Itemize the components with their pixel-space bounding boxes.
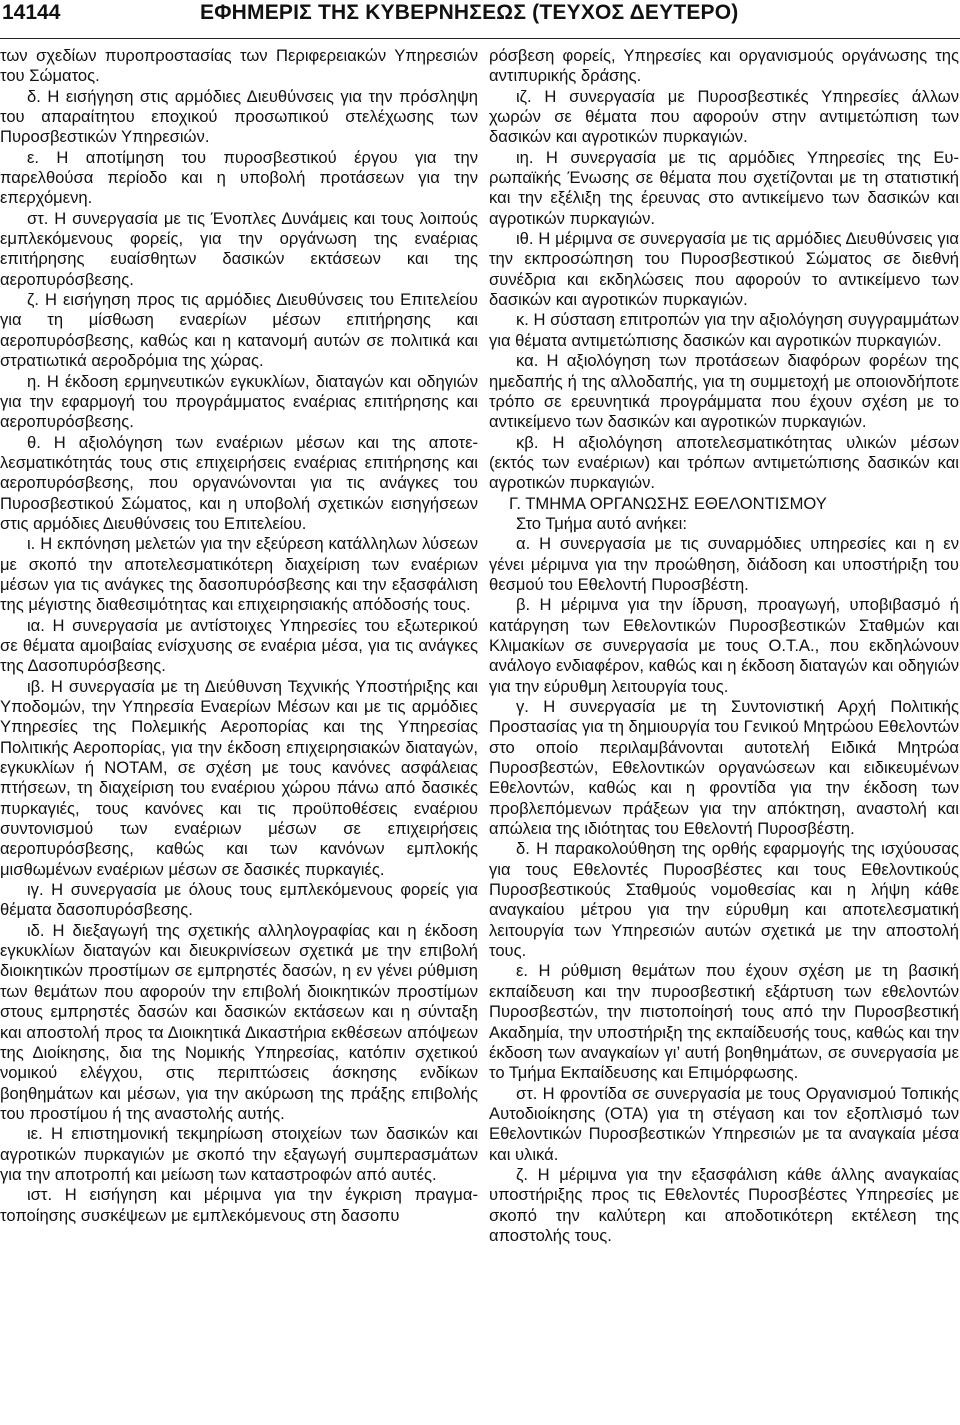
paragraph-zeta: ζ. Η εισήγηση προς τις αρμόδιες Διευθύνσεις του Επιτελείου για τη μίσθωση εναερίων μέσων επιτήρησης και αεροπυρόσβεσης, καθώς και η κατανομή αυτών σε πολιτικά και στρατιωτικά αεροδρόμια της χώρας. (0, 290, 478, 371)
paragraph-eta: η. Η έκδοση ερμηνευτικών εγκυκλίων, διαταγών και οδηγιών για την εφαρμογή του προγράμματος εναέριας επιτήρησης και αεροπυρόσβεσης. (0, 371, 478, 432)
header-divider (0, 38, 960, 39)
page-number: 14144 (2, 1, 61, 24)
paragraph-delta: δ. Η εισήγηση στις αρμόδιες Διευθύνσεις για την πρόσληψη του απαραίτητου εποχικού προσωπικού στελέχωσης των Πυροσβεστικών Υπηρεσιών. (0, 86, 478, 147)
paragraph-st2: στ. Η φροντίδα σε συνεργασία με τους Οργανισμού Τοπικής Αυτοδιοίκησης (ΟΤΑ) για τη στέγαση και τον εξοπλισμό των Εθελοντικών Πυροσβεστικών Υπηρεσιών με τα αναγκαία μέσα και υλικά. (489, 1083, 959, 1164)
paragraph-ih: ιη. Η συνεργασία με τις αρμόδιες Υπηρεσίες της Ευρωπαϊκής Ένωσης σε θέματα που σχετίζονται με τη στατιστική και την εξέλιξη της έρευνας στο αντικείμενο των δασικών και αγροτικών πυρκαγιών. (489, 147, 959, 228)
paragraph-b: β. Η μέριμνα για την ίδρυση, προαγωγή, υποβιβασμό ή κατάργηση των Εθελοντικών Πυροσβεστικών Σταθμών και Κλιμακίων σε συνεργασία με τους Ο.Τ.Α., που εκδηλώνουν ανάλογο ενδιαφέρον, καθώς και η έκδοση διαταγών και οδηγιών για την εύρυθμη λειτουργία τους. (489, 595, 959, 696)
paragraph-ie: ιε. Η επιστημονική τεκμηρίωση στοιχείων των δασικών και αγροτικών πυρκαγιών με σκοπό την εξαγωγή συμπερασμάτων για την αποτροπή και μείωση των καταστροφών από αυτές. (0, 1124, 478, 1184)
paragraph-continuation: ρόσβεση φορείς, Υπηρεσίες και οργανισμούς οργάνωσης της αντιπυρικής δράσης. (489, 46, 959, 86)
paragraph-kb: κβ. Η αξιολόγηση αποτελεσματικότητας υλικών μέσων (εκτός των εναέριων) και τρόπων αντιμετώπισης δασικών και αγροτικών πυρκαγιών. (489, 432, 959, 493)
paragraph-ia: ια. Η συνεργασία με αντίστοιχες Υπηρεσίες του εξωτερικού σε θέματα αμοιβαίας ενίσχυσης σε εναέρια μέσα, για τις ανάγκες της Δασοπυρόσβεσης. (0, 615, 478, 676)
paragraph-ist: ιστ. Η εισήγηση και μέριμνα για την έγκριση πραγματοποίησης συσκέψεων με εμπλεκόμενους στη δασοπυ (0, 1185, 478, 1225)
left-column (0, 46, 478, 1226)
paragraph-d: δ. Η παρακολούθηση της ορθής εφαρμογής της ισχύουσας για τους Εθελοντές Πυροσβέστες και τους Εθελοντικούς Πυροσβεστικούς Σταθμούς νομοθεσίας και η λήψη κάθε αναγκαίου μέτρου για την εύρυθμη και αποτελεσματική λειτουργία των Υπηρεσιών αυτών σχετικά με την αποστολή τους. (489, 839, 959, 961)
paragraph-ig: ιγ. Η συνεργασία με όλους τους εμπλεκόμενους φορείς για θέματα δασοπυρόσβεσης. (0, 880, 478, 920)
paragraph-epsilon: ε. Η αποτίμηση του πυροσβεστικού έργου για την παρελθούσα περίοδο και η υποβολή προτάσεων για την επερχόμενη. (0, 147, 478, 208)
section-heading: Γ. ΤΜΗΜΑ ΟΡΓΑΝΩΣΗΣ ΕΘΕΛΟΝΤΙΣΜΟΥ (509, 493, 827, 513)
gazette-title: ΕΦΗΜΕΡΙΣ ΤΗΣ ΚΥΒΕΡΝΗΣΕΩΣ (ΤΕΥΧΟΣ ΔΕΥΤΕΡΟ) (200, 1, 739, 24)
paragraph-ka: κα. Η αξιολόγηση των προτάσεων διαφόρων φορέων της ημεδαπής ή της αλλοδαπής, για τη συμμετοχή με οποιονδήποτε τρόπο σε ερευνητικά προγράμματα που έχουν σχέση με το αντικείμενο των δασικών και αγροτικών πυρκαγιών. (489, 351, 959, 432)
page-header (0, 0, 960, 38)
paragraph-e: ε. Η ρύθμιση θεμάτων που έχουν σχέση με τη βασική εκπαίδευση και την πυροσβεστική εξάρτυση των εθελοντών Πυροσβεστών, την πιστοποίησή τους από την Πυροσβεστική Ακαδημία, την υποστήριξη της εκπαίδευσής τους, καθώς και την έκδοση των αναγκαίων γι’ αυτή βοηθημάτων, σε συνεργασία με το Τμήμα Εκπαίδευσης και Επιμόρφωσης. (489, 961, 959, 1083)
paragraph-theta: θ. Η αξιολόγηση των εναέριων μέσων και της αποτελεσματικότητάς τους στις επιχειρήσεις εναέριας επιτήρησης και αεροπυρόσβεσης, που οργανώνονται για τις ανάγκες του Πυροσβεστικού Σώματος, και η υποβολή σχετικών εισηγήσεων στις αρμόδιες Διευθύνσεις του Επιτελείου. (0, 432, 478, 533)
paragraph-iz: ιζ. Η συνεργασία με Πυροσβεστικές Υπηρεσίες άλλων χωρών σε θέματα που αφορούν στην αντιμετώπιση των δασικών και αγροτικών πυρκαγιών. (489, 86, 959, 147)
paragraph-g: γ. Η συνεργασία με τη Συντονιστική Αρχή Πολιτικής Προστασίας για τη δημιουργία του Γενικού Μητρώου Εθελοντών στο οποίο περιλαμβάνονται αυτοτελή Ειδικά Μητρώα Πυροσβεστών, Εθελοντικών οργανώσεων και ειδικευμένων Εθελοντών, καθώς και η φροντίδα για την έκδοση των προβλεπόμενων πράξεων για την απόκτηση, αναστολή και απώλεια της ιδιότητας του Εθελοντή Πυροσβέστη. (489, 697, 959, 839)
paragraph-ith: ιθ. Η μέριμνα σε συνεργασία με τις αρμόδιες Διευθύνσεις για την εκπροσώπηση του Πυροσβεστικού Σώματος σε διεθνή συνέδρια και εκδηλώσεις που αφορούν το αντικείμενο των δασικών και αγροτικών πυρκαγιών. (489, 229, 959, 310)
paragraph-continuation: των σχεδίων πυροπροστασίας των Περιφερειακών Υπηρεσιών του Σώματος. (0, 46, 478, 86)
right-column (489, 46, 959, 1246)
paragraph-z: ζ. Η μέριμνα για την εξασφάλιση κάθε άλλης αναγκαίας υποστήριξης προς τις Εθελοντές Πυροσβέστες Υπηρεσίες με σκοπό την καλύτερη και αποδοτικότερη εκτέλεση της αποστολής τους. (489, 1164, 959, 1245)
paragraph-id: ιδ. Η διεξαγωγή της σχετικής αλληλογραφίας και η έκδοση εγκυκλίων διαταγών και διευκρινίσεων σχετικά με την επιβολή διοικητικών προστίμων σε εμπρηστές δασών, η εν γένει ρύθμιση των θεμάτων που αφορούν την επιβολή διοικητικών προστίμων στους εμπρηστές δασών και δασικών εκτάσεων και η σύνταξη και αποστολή προς τα Διοικητικά Δικαστήρια εκθέσεων απόψεων της Διοίκησης, δια της Νομικής Υπηρεσίας, κατόπιν σχετικού νομικού ελέγχου, στις περιπτώσεις άσκησης ενδίκων βοηθημάτων και μέσων, για την ακύρωση της πράξης επιβολής του προστίμου ή της αναστολής αυτής. (0, 920, 478, 1123)
paragraph-iota: ι. Η εκπόνηση μελετών για την εξεύρεση κατάλληλων λύσεων με σκοπό την αποτελεσματικότερη διαχείριση των εναέριων μέσων για τις ανάγκες της δασοπυρόσβεσης και την εξασφάλιση της μέγιστης διαθεσιμότητας και επιχειρησιακής απόδοσής τους. (0, 534, 478, 615)
paragraph-st: στ. Η συνεργασία με τις Ένοπλες Δυνάμεις και τους λοιπούς εμπλεκόμενους φορείς, για την οργάνωση της εναέριας επιτήρησης ευαίσθητων δασικών εκτάσεων και της αεροπυρόσβεσης. (0, 208, 478, 289)
paragraph-k: κ. Η σύσταση επιτροπών για την αξιολόγηση συγγραμμάτων για θέματα αντιμετώπισης δασικών και αγροτικών πυρκαγιών. (489, 310, 959, 350)
paragraph-ib: ιβ. Η συνεργασία με τη Διεύθυνση Τεχνικής Υποστήριξης και Υποδομών, την Υπηρεσία Εναερίων Μέσων και με τις αρμόδιες Υπηρεσίες της Πολεμικής Αεροπορίας και της Υπηρεσίας Πολιτικής Αεροπορίας, για την έκδοση επιχειρησιακών διαταγών, εγκυκλίων ή NOTAM, σε σχέση με τους κανόνες ασφάλειας πτήσεων, τη διαχείριση του εναέριου χώρου πάνω από δασικές πυρκαγιές, τους κανόνες και τις προϋποθέσεις εναέριου συντονισμού των εναέριων μέσων σε επιχειρήσεις αεροπυρόσβεσης, καθώς και των κανόνων εμπλοκής μισθωμένων εναέριων μέσων σε δασικές πυρκαγιές. (0, 676, 478, 879)
paragraph-a: α. Η συνεργασία με τις συναρμόδιες υπηρεσίες και η εν γένει μέριμνα για την προώθηση, διάδοση και υποστήριξη του θεσμού του Εθελοντή Πυροσβέστη. (489, 534, 959, 594)
section-intro: Στο Τμήμα αυτό ανήκει: (516, 513, 687, 533)
